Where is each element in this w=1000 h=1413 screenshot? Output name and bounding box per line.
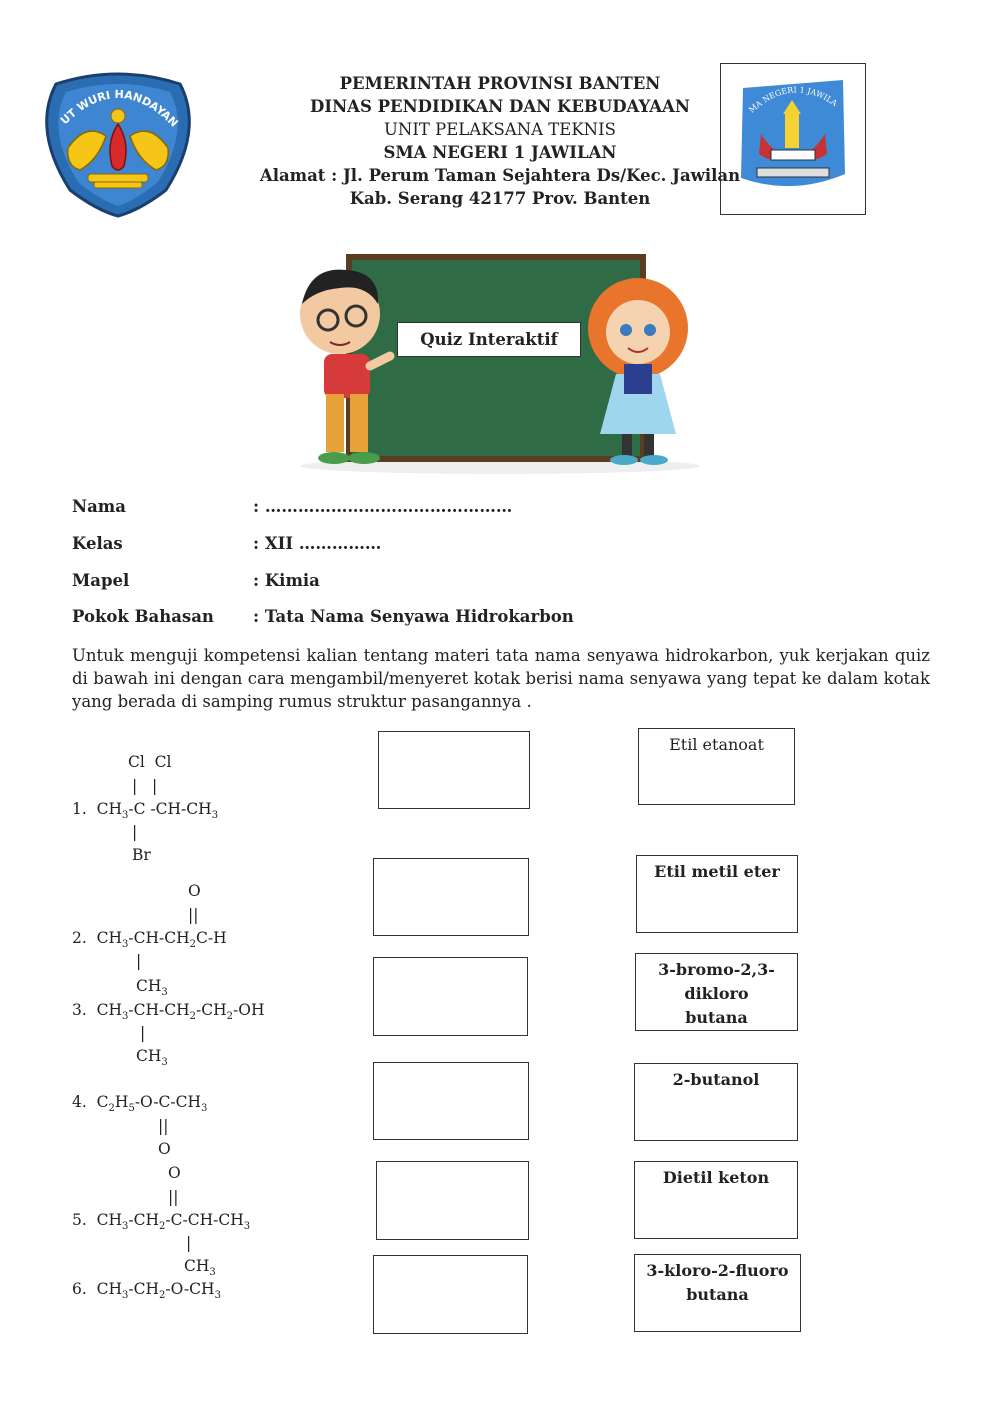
- option-label: Etil etanoat: [669, 735, 764, 754]
- school-logo: [720, 63, 866, 215]
- option-card[interactable]: [634, 1161, 798, 1239]
- question-3-formula: $CH_3$ 3. $CH_3-CH-CH_2-CH_2-OH$ | $CH_3$: [72, 977, 265, 1069]
- option-label: 3-kloro-2-fluoro butana: [646, 1261, 789, 1304]
- drop-box-1[interactable]: [378, 731, 530, 809]
- header-line-1: PEMERINTAH PROVINSI BANTEN: [339, 74, 661, 93]
- label-mapel: Mapel: [72, 571, 130, 590]
- header-line-3: UNIT PELAKSANA TEKNIS: [384, 120, 616, 139]
- chalkboard: [352, 260, 640, 456]
- header-line-6: Kab. Serang 42177 Prov. Banten: [349, 189, 651, 208]
- label-kelas: Kelas: [72, 534, 123, 553]
- option-label: Dietil keton: [662, 1168, 770, 1187]
- drop-box-3[interactable]: [373, 957, 528, 1036]
- drop-box-4[interactable]: [373, 1062, 529, 1140]
- classroom-illustration: [280, 244, 720, 476]
- question-1-formula: Cl Cl | | 1. $CH_3-C$ $-CH-CH_3$ | Br: [72, 753, 219, 865]
- option-card[interactable]: [634, 1254, 801, 1332]
- value-nama: : ………………………………………: [253, 497, 513, 516]
- option-label: Etil metil eter: [654, 862, 780, 881]
- option-card[interactable]: [635, 953, 798, 1031]
- drop-box-5[interactable]: [376, 1161, 529, 1240]
- tut-wuri-handayani-logo: [36, 70, 200, 218]
- question-4-formula: 4. $C_2H_5-O-C-CH_3$ || O: [72, 1093, 208, 1158]
- header-line-5: Alamat : Jl. Perum Taman Sejahtera Ds/Kec. Jawilan: [259, 166, 741, 185]
- quiz-title-box: [397, 322, 581, 357]
- drop-box-6[interactable]: [373, 1255, 528, 1334]
- question-5-formula: O || 5. $CH_3-CH_2-C-CH-CH_3$ | $CH_3$: [72, 1164, 251, 1279]
- question-2-formula: O || 2. $CH_3-CH-CH_2C-H$ |: [72, 882, 227, 971]
- option-label: 2-butanol: [672, 1070, 760, 1089]
- question-6-formula: 6. $CH_3-CH_2-O-CH_3$: [72, 1280, 221, 1302]
- option-card[interactable]: [634, 1063, 798, 1141]
- option-card[interactable]: [638, 728, 795, 805]
- label-nama: Nama: [72, 497, 126, 516]
- label-pokok-bahasan: Pokok Bahasan: [72, 607, 214, 626]
- quiz-title: Quiz Interaktif: [420, 330, 558, 349]
- value-mapel: : Kimia: [253, 571, 320, 590]
- option-label: 3-bromo-2,3-dikloro butana: [658, 960, 775, 1027]
- header-line-4: SMA NEGERI 1 JAWILAN: [383, 143, 617, 162]
- value-kelas: : XII ……………: [253, 534, 382, 553]
- letterhead: [230, 72, 770, 210]
- logo-left-text: UT WURI HANDAYAN: [57, 87, 181, 130]
- instruction-text: Untuk menguji kompetensi kalian tentang materi tata nama senyawa hidrokarbon, yuk kerjakan quiz di bawah ini dengan cara mengambil/menyeret kotak berisi nama senyawa yang tepat ke dalam kotak yang berada di samping rumus struktur pasangannya .: [72, 646, 930, 711]
- option-card[interactable]: [636, 855, 798, 933]
- header-line-2: DINAS PENDIDIKAN DAN KEBUDAYAAN: [310, 97, 690, 116]
- value-pokok-bahasan: : Tata Nama Senyawa Hidrokarbon: [253, 607, 574, 626]
- drop-box-2[interactable]: [373, 858, 529, 936]
- logo-right-text: MA NEGERI 1 JAWILA: [747, 85, 839, 115]
